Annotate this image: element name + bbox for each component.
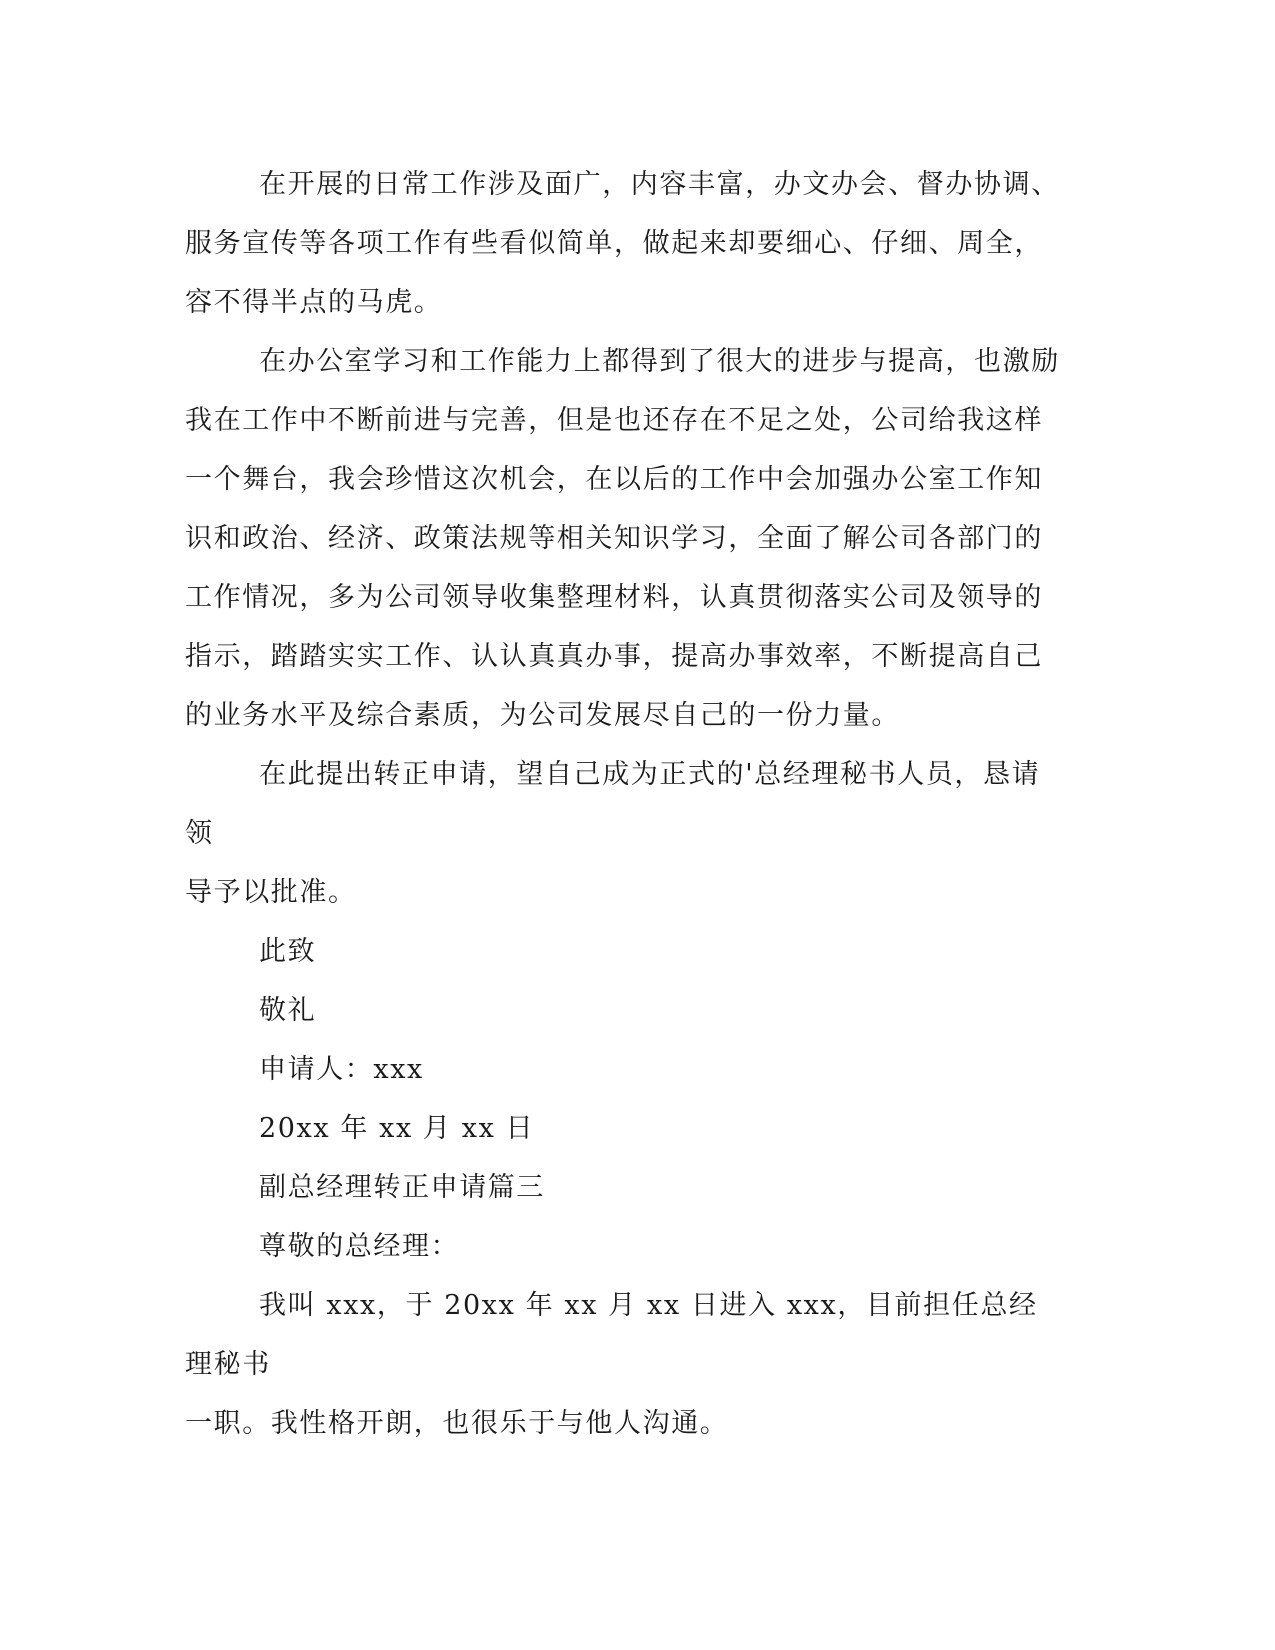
text-line: 在办公室学习和工作能力上都得到了很大的进步与提高，也激励 [259, 346, 1060, 377]
paragraph-progress [185, 332, 1065, 745]
text-line: 服务宣传等各项工作有些看似简单，做起来却要细心、仔细、周全， [185, 228, 1043, 259]
paragraph-introduction [185, 1276, 1065, 1453]
closing-line-2: 敬礼 [259, 995, 317, 1026]
document-body [185, 155, 1065, 1453]
text-line: 一职。我性格开朗，也很乐于与他人沟通。 [185, 1408, 729, 1439]
letter-date: 20xx 年 xx 月 xx 日 [259, 1113, 535, 1144]
applicant-signature: 申请人：xxx [259, 1054, 424, 1085]
text-line: 一个舞台，我会珍惜这次机会，在以后的工作中会加强办公室工作知 [185, 464, 1043, 495]
text-line: 工作情况，多为公司领导收集整理材料，认真贯彻落实公司及领导的 [185, 582, 1043, 613]
salutation: 尊敬的总经理： [259, 1231, 460, 1262]
text-line: 我在工作中不断前进与完善，但是也还存在不足之处，公司给我这样 [185, 405, 1043, 436]
text-line: 识和政治、经济、政策法规等相关知识学习，全面了解公司各部门的 [185, 523, 1043, 554]
closing-line-1: 此致 [259, 936, 317, 967]
text-line: 容不得半点的马虎。 [185, 287, 443, 318]
text-line: 在此提出转正申请，望自己成为正式的'总经理秘书人员，恳请领 [185, 759, 1041, 849]
section-title: 副总经理转正申请篇三 [259, 1172, 545, 1203]
paragraph-work-scope [185, 155, 1065, 332]
paragraph-request [185, 745, 1065, 922]
text-line: 指示，踏踏实实工作、认认真真办事，提高办事效率，不断提高自己 [185, 641, 1043, 672]
text-line: 我叫 xxx，于 20xx 年 xx 月 xx 日进入 xxx，目前担任总经理秘书 [185, 1290, 1038, 1380]
text-line: 在开展的日常工作涉及面广，内容丰富，办文办会、督办协调、 [259, 169, 1060, 200]
text-line: 的业务水平及综合素质，为公司发展尽自己的一份力量。 [185, 700, 900, 731]
text-line: 导予以批准。 [185, 877, 357, 908]
